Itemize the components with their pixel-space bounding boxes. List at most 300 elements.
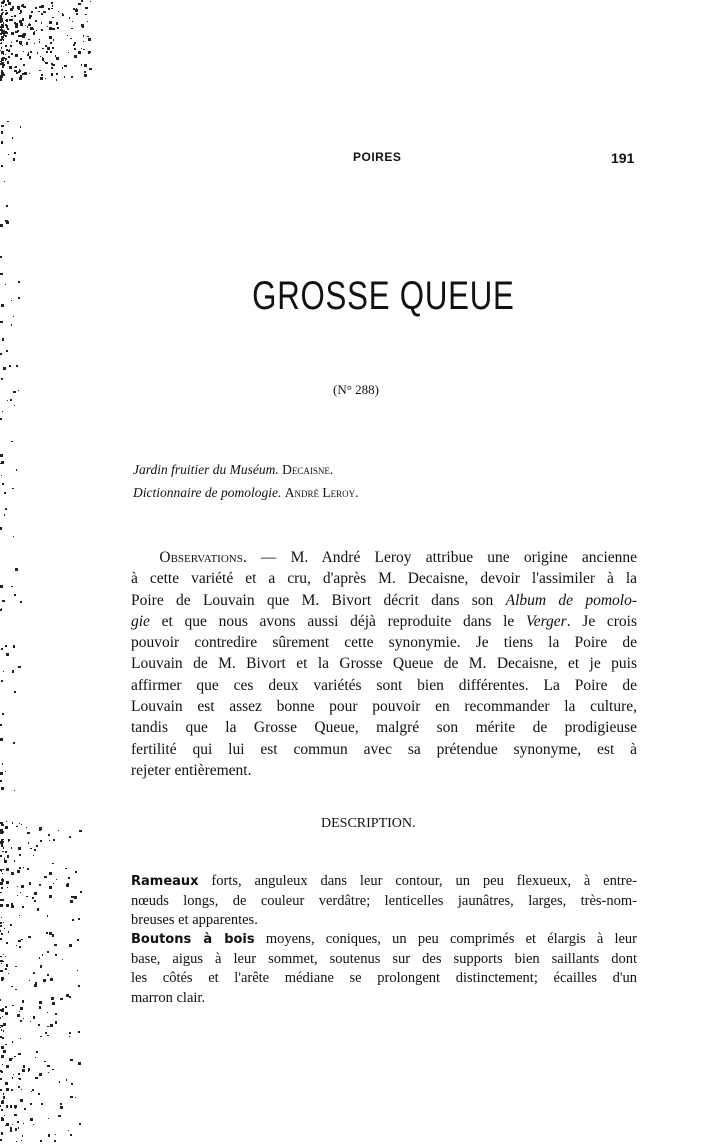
speck <box>6 942 8 944</box>
speck <box>69 836 71 838</box>
speck <box>2 763 4 765</box>
text-line: Louvain est assez bonne pour pouvoir en recommander la culture, <box>131 698 637 716</box>
speck <box>1 378 3 380</box>
speck <box>66 884 69 887</box>
speck <box>48 8 50 10</box>
speck <box>10 924 12 926</box>
speck <box>0 609 2 611</box>
speck <box>35 1077 38 1080</box>
speck <box>38 1024 40 1026</box>
speck <box>2 12 4 14</box>
speck <box>47 951 49 953</box>
text: et que nous avons aussi déjà reproduite dans le <box>161 612 526 630</box>
speck <box>2 74 4 76</box>
speck <box>73 8 75 10</box>
speck <box>10 45 12 47</box>
speck <box>72 919 75 922</box>
speck <box>16 365 18 367</box>
speck <box>1 963 2 964</box>
speck <box>65 868 67 870</box>
speck <box>78 51 81 54</box>
speck <box>11 586 13 588</box>
speck <box>13 645 16 648</box>
page-number: 191 <box>611 150 635 166</box>
speck <box>66 1079 67 1080</box>
speck <box>14 22 16 24</box>
text-line: rejeter entièrement. <box>131 761 252 779</box>
rameaux-label: Rameaux <box>131 874 199 889</box>
speck <box>85 7 88 10</box>
speck <box>64 65 67 68</box>
speck <box>1 1109 2 1110</box>
speck <box>1 47 3 49</box>
speck <box>53 883 54 884</box>
speck <box>55 1013 57 1015</box>
text-line: pouvoir contredire sûrement cette synonymie. Je tiens la Poire de <box>131 634 637 652</box>
speck <box>8 973 9 974</box>
speck <box>0 899 2 901</box>
speck <box>40 1140 42 1142</box>
speck <box>14 15 16 17</box>
speck <box>11 78 14 81</box>
speck <box>30 51 32 53</box>
speck <box>78 1062 81 1065</box>
speck <box>59 1081 60 1082</box>
speck <box>0 224 3 227</box>
speck <box>22 1069 24 1071</box>
speck <box>0 738 3 741</box>
speck <box>2 1037 4 1039</box>
speck <box>1 36 3 38</box>
speck <box>71 76 73 78</box>
speck <box>0 772 3 775</box>
speck <box>60 1103 62 1105</box>
speck <box>10 1130 12 1132</box>
speck <box>1 933 3 935</box>
speck <box>49 840 50 841</box>
speck <box>77 939 79 941</box>
speck <box>85 14 86 15</box>
speck <box>2 1016 3 1017</box>
speck <box>2 831 4 833</box>
speck <box>12 670 15 673</box>
speck <box>7 400 8 401</box>
speck <box>49 932 52 935</box>
speck <box>14 405 15 406</box>
speck <box>46 51 48 53</box>
speck <box>7 121 8 122</box>
speck <box>54 944 57 947</box>
speck <box>78 918 80 920</box>
speck <box>5 35 7 37</box>
speck <box>22 1000 25 1003</box>
speck <box>0 43 2 45</box>
speck <box>55 954 57 956</box>
speck <box>49 36 51 38</box>
speck <box>19 823 20 824</box>
speck <box>19 1011 20 1012</box>
observations-paragraph <box>131 547 637 781</box>
speck <box>88 53 89 54</box>
speck <box>1 680 3 682</box>
speck <box>17 895 18 896</box>
speck <box>6 1088 8 1090</box>
speck <box>14 1114 16 1116</box>
speck <box>50 51 52 53</box>
speck <box>11 905 14 908</box>
speck <box>8 931 10 933</box>
reference-author: André Leroy. <box>284 485 359 500</box>
speck <box>50 42 52 44</box>
speck <box>0 1139 2 1141</box>
speck <box>0 273 2 275</box>
speck <box>14 860 16 862</box>
speck <box>41 1103 43 1105</box>
speck <box>81 48 82 49</box>
speck <box>52 863 54 865</box>
speck <box>14 691 16 693</box>
speck <box>83 35 84 36</box>
speck <box>30 1118 33 1121</box>
speck <box>78 985 81 988</box>
speck <box>17 1121 19 1123</box>
text-line <box>131 930 637 950</box>
speck <box>14 1056 16 1058</box>
speck <box>48 1135 50 1137</box>
speck <box>17 6 20 9</box>
speck <box>15 1108 16 1109</box>
speck <box>18 71 20 73</box>
speck <box>2 600 5 603</box>
speck <box>41 74 42 75</box>
speck <box>2 411 3 412</box>
speck <box>2 869 4 871</box>
speck <box>21 885 24 888</box>
speck <box>0 1017 1 1018</box>
speck <box>3 1093 5 1095</box>
speck <box>34 31 35 32</box>
speck <box>45 1032 47 1034</box>
speck <box>39 1073 42 1076</box>
speck <box>34 892 37 895</box>
speck <box>5 956 7 958</box>
speck <box>47 1065 49 1067</box>
speck <box>75 871 77 873</box>
speck <box>69 1032 72 1035</box>
speck <box>50 1024 53 1027</box>
speck <box>60 1106 62 1108</box>
speck <box>62 959 63 960</box>
page-title: GROSSE QUEUE <box>252 274 515 318</box>
speck <box>1 42 2 43</box>
speck <box>6 50 7 51</box>
speck <box>23 33 26 36</box>
speck <box>11 300 12 301</box>
speck <box>20 892 22 894</box>
speck <box>7 855 10 858</box>
speck <box>76 13 77 14</box>
speck <box>0 930 1 931</box>
speck <box>43 979 46 982</box>
speck <box>12 488 13 489</box>
speck <box>14 594 16 596</box>
speck <box>81 0 83 2</box>
speck <box>56 879 57 880</box>
speck <box>1 824 4 827</box>
speck <box>18 281 20 283</box>
speck <box>18 1086 20 1088</box>
speck <box>77 970 78 971</box>
speck <box>6 904 9 907</box>
speck <box>0 855 1 856</box>
text: forts, anguleux dans leur contour, un peu flexueux, à entre- <box>198 873 637 889</box>
speck <box>69 1036 70 1037</box>
speck <box>74 55 77 58</box>
speck <box>9 66 12 69</box>
speck <box>2 873 3 874</box>
speck <box>34 849 36 851</box>
text-line: Louvain de M. Bivort et la Grosse Queue de M. Decaisne, et je puis <box>131 655 637 673</box>
speck <box>40 77 43 80</box>
speck <box>23 867 24 868</box>
speck <box>1 461 4 464</box>
speck <box>11 324 13 326</box>
speck <box>36 30 38 32</box>
speck <box>62 14 64 16</box>
speck <box>11 53 13 55</box>
speck <box>21 824 23 826</box>
speck <box>29 980 30 981</box>
speck <box>7 61 10 64</box>
speck <box>20 126 22 128</box>
speck <box>0 1105 1 1106</box>
speck <box>26 896 28 898</box>
speck <box>10 399 12 401</box>
speck <box>30 1021 32 1023</box>
variety-number: (N° 288) <box>333 382 379 397</box>
speck <box>10 1127 13 1130</box>
speck <box>28 936 31 939</box>
speck <box>58 11 59 12</box>
speck <box>5 645 7 647</box>
speck <box>6 350 8 352</box>
speck <box>90 1 91 2</box>
speck <box>17 886 18 887</box>
speck <box>23 64 25 66</box>
speck <box>52 1069 53 1070</box>
speck <box>2 338 5 341</box>
reference-work: Jardin fruitier du Muséum. <box>133 462 279 477</box>
speck <box>29 17 31 19</box>
speck <box>0 999 1 1000</box>
speck <box>31 11 33 13</box>
speck <box>0 882 3 885</box>
speck <box>6 964 8 966</box>
speck <box>60 998 62 1000</box>
speck <box>12 137 14 139</box>
speck <box>1 131 4 134</box>
speck <box>15 568 18 571</box>
speck <box>5 45 7 47</box>
speck <box>70 900 73 903</box>
speck <box>15 966 17 968</box>
speck <box>5 1006 7 1008</box>
reference-1 <box>133 458 358 481</box>
speck <box>0 1078 2 1080</box>
speck <box>56 57 59 60</box>
speck <box>47 26 48 27</box>
speck <box>7 0 9 2</box>
speck <box>1 1117 3 1119</box>
speck <box>33 972 35 974</box>
speck <box>28 39 29 40</box>
speck <box>2 1 4 3</box>
speck <box>13 391 15 393</box>
speck <box>1 304 4 307</box>
text-line: marron clair. <box>131 989 206 1006</box>
speck <box>20 1038 22 1040</box>
speck <box>20 1007 23 1010</box>
italic-title: gie <box>131 612 150 630</box>
speck <box>47 1026 48 1027</box>
speck <box>7 887 8 888</box>
speck <box>56 79 57 80</box>
reference-2 <box>133 481 358 504</box>
speck <box>1 125 4 128</box>
speck <box>31 1091 32 1092</box>
speck <box>20 23 23 26</box>
speck <box>23 51 24 52</box>
speck <box>3 1096 5 1098</box>
speck <box>78 3 81 6</box>
speck <box>11 441 13 443</box>
speck <box>37 908 40 911</box>
speck <box>0 418 2 420</box>
running-head: POIRES <box>353 150 402 164</box>
speck <box>24 72 27 75</box>
speck <box>51 8 53 10</box>
speck <box>1 59 3 61</box>
speck <box>5 20 7 22</box>
speck <box>3 6 4 7</box>
speck <box>70 1059 73 1062</box>
speck <box>42 954 44 956</box>
speck <box>33 1016 35 1018</box>
speck <box>34 900 36 902</box>
speck <box>2 483 4 485</box>
boutons-paragraph <box>131 930 637 1008</box>
speck <box>1 1132 4 1135</box>
speck <box>40 965 42 967</box>
speck <box>19 13 21 15</box>
speck <box>87 36 88 37</box>
speck <box>13 742 15 744</box>
speck <box>10 8 12 10</box>
speck <box>25 25 26 26</box>
speck <box>1 9 2 10</box>
speck <box>1 1009 4 1012</box>
speck <box>20 35 22 37</box>
speck <box>22 35 24 37</box>
speck <box>26 42 29 45</box>
speck <box>36 1051 38 1053</box>
speck <box>2 713 4 715</box>
boutons-label: Boutons à bois <box>131 932 255 947</box>
speck <box>1 1055 4 1058</box>
speck <box>28 1070 30 1072</box>
speck <box>0 17 2 19</box>
speck <box>4 1115 5 1116</box>
speck <box>3 671 4 672</box>
speck <box>3 1030 5 1032</box>
speck <box>1 1029 3 1031</box>
speck <box>11 986 13 988</box>
speck <box>21 1089 22 1090</box>
speck <box>45 78 46 79</box>
speck <box>2 24 4 26</box>
speck <box>83 49 85 51</box>
speck <box>52 28 54 30</box>
speck <box>41 5 44 8</box>
text: . Je crois <box>566 612 638 630</box>
speck <box>0 938 2 940</box>
speck <box>47 1012 48 1013</box>
speck <box>39 70 40 71</box>
speck <box>4 928 5 929</box>
speck <box>18 847 21 850</box>
speck <box>1 62 4 65</box>
speck <box>0 869 2 871</box>
speck <box>21 1140 22 1141</box>
speck <box>30 848 32 850</box>
speck <box>84 64 87 67</box>
speck <box>23 1065 25 1067</box>
speck <box>18 666 20 668</box>
speck <box>68 877 70 879</box>
speck <box>70 38 71 39</box>
speck <box>9 19 11 21</box>
speck <box>39 1001 41 1003</box>
speck <box>14 152 17 155</box>
speck <box>71 896 74 899</box>
speck <box>1 887 4 890</box>
speck <box>8 56 10 58</box>
speck <box>16 1141 17 1142</box>
reference-author: Decaisne. <box>282 462 334 477</box>
speck <box>49 21 52 24</box>
speck <box>79 830 82 833</box>
speck <box>5 508 7 510</box>
speck <box>2 851 3 852</box>
speck <box>39 41 40 42</box>
speck <box>18 1078 20 1080</box>
speck <box>21 22 22 23</box>
speck <box>73 44 75 46</box>
speck <box>6 1065 8 1067</box>
speck <box>0 970 3 973</box>
speck <box>1 5 2 6</box>
speck <box>6 881 9 884</box>
text-line: à cette variété et a cru, d'après M. Decaisne, devoir l'assimiler à la <box>131 570 637 588</box>
speck <box>1 475 2 476</box>
speck <box>24 1108 26 1110</box>
speck <box>47 974 49 976</box>
speck <box>6 1105 8 1107</box>
speck <box>4 181 5 182</box>
speck <box>5 1012 8 1015</box>
speck <box>15 1128 17 1130</box>
speck <box>87 21 88 22</box>
